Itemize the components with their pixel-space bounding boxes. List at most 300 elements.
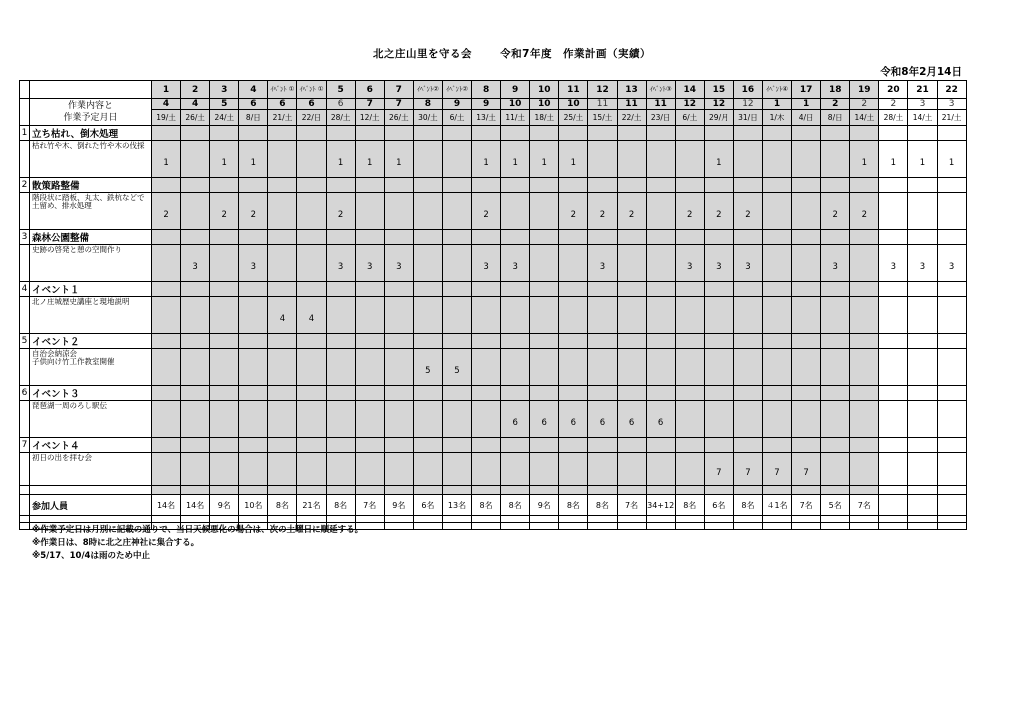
- section-title-cell: [181, 282, 210, 297]
- empty-cell: [646, 516, 675, 523]
- section-title-cell: [850, 178, 879, 193]
- section-title-cell: [792, 334, 821, 349]
- section-body-row: [20, 297, 967, 334]
- column-month: 6: [239, 99, 268, 110]
- schedule-cell: [937, 453, 966, 486]
- schedule-cell: [181, 193, 210, 230]
- spacer-cell: [646, 486, 675, 495]
- spacer-cell: [297, 486, 326, 495]
- section-title-cell: [792, 386, 821, 401]
- empty-cell: [20, 523, 30, 530]
- schedule-cell: [326, 453, 355, 486]
- schedule-cell: 1: [850, 141, 879, 178]
- schedule-cell: 3: [181, 245, 210, 282]
- header-row-date: [20, 110, 967, 126]
- spacer-cell: [30, 486, 152, 495]
- column-month: 1: [762, 99, 791, 110]
- empty-cell: [762, 516, 791, 523]
- schedule-cell: [152, 453, 181, 486]
- column-date: 22/土: [617, 110, 646, 126]
- schedule-cell: [472, 349, 501, 386]
- column-month: 12: [733, 99, 762, 110]
- column-date: 1/木: [762, 110, 791, 126]
- section-title-cell: [530, 178, 559, 193]
- attendance-cell: 8名: [559, 495, 588, 516]
- section-title-cell: [268, 178, 297, 193]
- section-title-cell: [326, 230, 355, 245]
- attendance-cell: [908, 495, 937, 516]
- schedule-cell: 3: [384, 245, 413, 282]
- schedule-cell: [210, 349, 239, 386]
- schedule-cell: [181, 141, 210, 178]
- section-title-cell: [384, 230, 413, 245]
- schedule-cell: [239, 453, 268, 486]
- schedule-cell: [646, 349, 675, 386]
- section-title-cell: [297, 178, 326, 193]
- header-row-number: [20, 81, 967, 99]
- section-title-cell: [937, 282, 966, 297]
- header-idx-blank: [20, 99, 30, 126]
- section-description: 自治会納涼会 子供向け竹工作教室開催: [30, 349, 152, 386]
- section-title-cell: [413, 230, 442, 245]
- schedule-cell: [442, 141, 471, 178]
- section-title-cell: [268, 438, 297, 453]
- section-title-cell: [355, 334, 384, 349]
- section-title-cell: [850, 386, 879, 401]
- attendance-cell: 14名: [181, 495, 210, 516]
- section-title-cell: [762, 282, 791, 297]
- schedule-cell: [879, 349, 908, 386]
- schedule-cell: 2: [733, 193, 762, 230]
- empty-cell: [762, 523, 791, 530]
- attendance-cell: 8名: [588, 495, 617, 516]
- schedule-cell: [384, 193, 413, 230]
- section-title-cell: [733, 126, 762, 141]
- section-title-cell: [879, 126, 908, 141]
- empty-cell: [530, 523, 559, 530]
- column-date: 8/日: [821, 110, 850, 126]
- section-title-cell: [704, 178, 733, 193]
- attendance-cell: 8名: [733, 495, 762, 516]
- section-title-cell: [908, 438, 937, 453]
- section-title-cell: [239, 126, 268, 141]
- section-title-cell: [879, 438, 908, 453]
- attendance-cell: 8名: [326, 495, 355, 516]
- section-title-cell: [210, 386, 239, 401]
- section-index: 5: [20, 334, 30, 349]
- attendance-cell: 13名: [442, 495, 471, 516]
- empty-cell: [210, 516, 239, 523]
- section-title-cell: [588, 282, 617, 297]
- column-date: 29/月: [704, 110, 733, 126]
- column-month: 3: [908, 99, 937, 110]
- spacer-cell: [355, 486, 384, 495]
- column-number: 13: [617, 81, 646, 99]
- schedule-cell: 2: [559, 193, 588, 230]
- schedule-cell: [268, 141, 297, 178]
- section-title-cell: [559, 334, 588, 349]
- empty-cell: [152, 516, 181, 523]
- section-title-cell: [646, 178, 675, 193]
- schedule-cell: 1: [210, 141, 239, 178]
- schedule-cell: [501, 349, 530, 386]
- schedule-cell: 2: [210, 193, 239, 230]
- section-title-row: [20, 178, 967, 193]
- empty-cell: [792, 523, 821, 530]
- attendance-cell: ４1名: [762, 495, 791, 516]
- spacer-cell: [559, 486, 588, 495]
- schedule-cell: 6: [559, 401, 588, 438]
- empty-cell: [442, 516, 471, 523]
- schedule-cell: [501, 453, 530, 486]
- header-label: [30, 99, 152, 126]
- column-number: 1: [152, 81, 181, 99]
- empty-row: [20, 516, 967, 523]
- column-date: 26/土: [384, 110, 413, 126]
- section-title-cell: [384, 438, 413, 453]
- empty-cell: [879, 516, 908, 523]
- spacer-cell: [326, 486, 355, 495]
- attendance-cell: [879, 495, 908, 516]
- section-title-cell: [530, 282, 559, 297]
- section-title-cell: [559, 282, 588, 297]
- schedule-cell: [239, 349, 268, 386]
- section-title-cell: [472, 438, 501, 453]
- schedule-cell: [762, 141, 791, 178]
- schedule-cell: 6: [617, 401, 646, 438]
- schedule-cell: 1: [501, 141, 530, 178]
- schedule-cell: [355, 349, 384, 386]
- column-number: 18: [821, 81, 850, 99]
- schedule-cell: [937, 193, 966, 230]
- section-title-cell: [792, 126, 821, 141]
- spacer-cell: [937, 486, 966, 495]
- schedule-cell: [762, 349, 791, 386]
- column-month: 6: [326, 99, 355, 110]
- spacer-cell: [704, 486, 733, 495]
- section-title-cell: [355, 230, 384, 245]
- column-month: 4: [152, 99, 181, 110]
- schedule-cell: [850, 453, 879, 486]
- section-title-cell: [181, 334, 210, 349]
- section-title-cell: [413, 126, 442, 141]
- schedule-cell: [297, 349, 326, 386]
- section-title-cell: [879, 386, 908, 401]
- column-date: 31/日: [733, 110, 762, 126]
- schedule-cell: [181, 349, 210, 386]
- section-title-cell: [355, 178, 384, 193]
- section-title-cell: [733, 334, 762, 349]
- schedule-cell: [326, 297, 355, 334]
- schedule-cell: [501, 193, 530, 230]
- section-index-blank: [20, 193, 30, 230]
- schedule-cell: 2: [675, 193, 704, 230]
- spacer-cell: [268, 486, 297, 495]
- section-title-cell: [617, 386, 646, 401]
- section-title: 散策路整備: [30, 178, 152, 193]
- schedule-cell: [384, 349, 413, 386]
- column-date: 15/土: [588, 110, 617, 126]
- schedule-cell: [501, 297, 530, 334]
- schedule-cell: 3: [908, 245, 937, 282]
- section-title-cell: [821, 438, 850, 453]
- section-title-cell: [646, 438, 675, 453]
- empty-cell: [239, 516, 268, 523]
- schedule-cell: [297, 453, 326, 486]
- schedule-cell: [239, 401, 268, 438]
- section-title-cell: [210, 178, 239, 193]
- schedule-cell: [442, 245, 471, 282]
- section-title-cell: [937, 178, 966, 193]
- section-title-cell: [646, 334, 675, 349]
- schedule-cell: [704, 401, 733, 438]
- section-index: 7: [20, 438, 30, 453]
- section-title-cell: [850, 282, 879, 297]
- column-month: 9: [472, 99, 501, 110]
- schedule-cell: [704, 297, 733, 334]
- schedule-cell: 1: [472, 141, 501, 178]
- section-title-cell: [442, 438, 471, 453]
- column-month: 3: [937, 99, 966, 110]
- schedule-cell: [850, 297, 879, 334]
- section-description: 琵琶湖一周のろし駅伝: [30, 401, 152, 438]
- column-month: 11: [646, 99, 675, 110]
- schedule-cell: 3: [733, 245, 762, 282]
- schedule-cell: [297, 193, 326, 230]
- empty-cell: [908, 523, 937, 530]
- schedule-cell: [675, 401, 704, 438]
- spacer-cell: [675, 486, 704, 495]
- schedule-cell: [908, 193, 937, 230]
- schedule-cell: [588, 453, 617, 486]
- schedule-cell: [675, 453, 704, 486]
- section-title-cell: [675, 282, 704, 297]
- empty-cell: [646, 523, 675, 530]
- section-title-cell: [326, 438, 355, 453]
- section-title-cell: [239, 282, 268, 297]
- column-month: 8: [413, 99, 442, 110]
- section-body-row: [20, 349, 967, 386]
- schedule-cell: [442, 453, 471, 486]
- spacer-cell: [908, 486, 937, 495]
- empty-cell: [530, 516, 559, 523]
- section-title-cell: [588, 438, 617, 453]
- spacer-cell: [442, 486, 471, 495]
- section-title-cell: [530, 126, 559, 141]
- schedule-cell: 1: [530, 141, 559, 178]
- attendance-cell: 8名: [675, 495, 704, 516]
- schedule-cell: [472, 401, 501, 438]
- section-title-cell: [617, 334, 646, 349]
- column-date: 28/土: [326, 110, 355, 126]
- section-title-cell: [472, 386, 501, 401]
- section-title-cell: [908, 386, 937, 401]
- schedule-cell: [792, 401, 821, 438]
- section-title-cell: [821, 334, 850, 349]
- section-index-blank: [20, 453, 30, 486]
- column-number: 15: [704, 81, 733, 99]
- section-index: 4: [20, 282, 30, 297]
- section-title-cell: [181, 126, 210, 141]
- section-title-cell: [646, 386, 675, 401]
- attendance-label: 参加人員: [30, 495, 152, 516]
- schedule-cell: [326, 349, 355, 386]
- note-3: ※5/17、10/4は雨のため中止: [32, 551, 150, 561]
- empty-cell: [501, 523, 530, 530]
- section-title-cell: [210, 334, 239, 349]
- section-title-cell: [472, 230, 501, 245]
- section-title-cell: [675, 126, 704, 141]
- spacer-row: [20, 486, 967, 495]
- attendance-cell: 7名: [617, 495, 646, 516]
- section-title-cell: [762, 334, 791, 349]
- schedule-cell: [792, 297, 821, 334]
- section-title-cell: [850, 334, 879, 349]
- attendance-cell: 9名: [530, 495, 559, 516]
- empty-cell: [355, 516, 384, 523]
- section-description: 史跡の啓発と憩の空間作り: [30, 245, 152, 282]
- section-title-cell: [152, 438, 181, 453]
- section-title-cell: [908, 230, 937, 245]
- column-date: 21/土: [937, 110, 966, 126]
- section-title-cell: [384, 178, 413, 193]
- column-number: 16: [733, 81, 762, 99]
- column-number: 4: [239, 81, 268, 99]
- column-date: 14/土: [908, 110, 937, 126]
- section-title-cell: [733, 438, 762, 453]
- column-date: 11/土: [501, 110, 530, 126]
- schedule-cell: [442, 193, 471, 230]
- schedule-cell: [210, 245, 239, 282]
- schedule-cell: [762, 245, 791, 282]
- schedule-cell: [675, 297, 704, 334]
- section-body-row: [20, 245, 967, 282]
- section-title-cell: [675, 334, 704, 349]
- schedule-cell: [588, 141, 617, 178]
- section-index: 3: [20, 230, 30, 245]
- section-title-cell: [326, 282, 355, 297]
- section-title-cell: [879, 230, 908, 245]
- schedule-cell: [762, 401, 791, 438]
- empty-cell: [733, 523, 762, 530]
- column-number: 3: [210, 81, 239, 99]
- schedule-cell: 7: [792, 453, 821, 486]
- spacer-cell: [413, 486, 442, 495]
- schedule-cell: [879, 297, 908, 334]
- schedule-cell: [530, 245, 559, 282]
- schedule-cell: 7: [704, 453, 733, 486]
- header-row-month: [20, 99, 967, 110]
- column-date: 26/土: [181, 110, 210, 126]
- section-title-cell: [559, 178, 588, 193]
- section-title-cell: [530, 386, 559, 401]
- schedule-cell: [384, 297, 413, 334]
- empty-cell: [617, 523, 646, 530]
- column-number: ｲﾍﾞﾝﾄ②: [413, 81, 442, 99]
- empty-cell: [442, 523, 471, 530]
- column-date: 28/土: [879, 110, 908, 126]
- section-title-cell: [646, 282, 675, 297]
- section-title-cell: [472, 282, 501, 297]
- schedule-cell: [152, 401, 181, 438]
- corner-cell: [20, 81, 30, 99]
- column-date: 24/土: [210, 110, 239, 126]
- column-month: 7: [384, 99, 413, 110]
- column-date: 25/土: [559, 110, 588, 126]
- section-title-cell: [413, 386, 442, 401]
- column-date: 14/土: [850, 110, 879, 126]
- schedule-cell: [762, 297, 791, 334]
- section-title-cell: [937, 126, 966, 141]
- section-title-cell: [326, 178, 355, 193]
- section-title-cell: [239, 386, 268, 401]
- section-title-cell: [501, 178, 530, 193]
- schedule-cell: [268, 401, 297, 438]
- section-description: 枯れ竹や木、倒れた竹や木の伐採: [30, 141, 152, 178]
- column-date: 8/日: [239, 110, 268, 126]
- empty-cell: [472, 516, 501, 523]
- column-number: 17: [792, 81, 821, 99]
- attendance-cell: 34+12: [646, 495, 675, 516]
- empty-cell: [384, 516, 413, 523]
- schedule-cell: [413, 193, 442, 230]
- schedule-cell: [297, 401, 326, 438]
- schedule-cell: 1: [559, 141, 588, 178]
- schedule-cell: 1: [152, 141, 181, 178]
- schedule-cell: [355, 453, 384, 486]
- section-description: 階段状に踏板、丸太、鉄杭などで土留め、排水処理: [30, 193, 152, 230]
- schedule-cell: [937, 401, 966, 438]
- section-title-cell: [762, 126, 791, 141]
- schedule-cell: [326, 401, 355, 438]
- section-title-cell: [530, 438, 559, 453]
- empty-cell: [675, 516, 704, 523]
- section-title-cell: [501, 126, 530, 141]
- empty-cell: [384, 523, 413, 530]
- attendance-cell: 21名: [297, 495, 326, 516]
- column-number: ｲﾍﾞﾝﾄ ①: [297, 81, 326, 99]
- section-title-cell: [181, 178, 210, 193]
- section-title-cell: [588, 386, 617, 401]
- schedule-cell: [908, 453, 937, 486]
- schedule-cell: [181, 401, 210, 438]
- schedule-cell: [530, 297, 559, 334]
- section-title-cell: [879, 282, 908, 297]
- schedule-cell: [210, 297, 239, 334]
- schedule-cell: [268, 453, 297, 486]
- section-title-cell: [472, 178, 501, 193]
- section-title-cell: [501, 230, 530, 245]
- corner-label-blank: [30, 81, 152, 99]
- spacer-cell: [501, 486, 530, 495]
- section-title-cell: [704, 334, 733, 349]
- schedule-cell: [733, 349, 762, 386]
- spacer-cell: [384, 486, 413, 495]
- plan-title: 令和7年度 作業計画（実績）: [500, 48, 651, 60]
- schedule-cell: [879, 453, 908, 486]
- empty-cell: [821, 516, 850, 523]
- column-month: 5: [210, 99, 239, 110]
- schedule-cell: 2: [239, 193, 268, 230]
- section-title-cell: [617, 178, 646, 193]
- section-title-cell: [413, 178, 442, 193]
- header-label-line1: 作業内容と: [67, 101, 113, 111]
- column-month: 2: [850, 99, 879, 110]
- schedule-cell: [384, 453, 413, 486]
- column-date: 23/日: [646, 110, 675, 126]
- column-number: 2: [181, 81, 210, 99]
- column-number: 8: [472, 81, 501, 99]
